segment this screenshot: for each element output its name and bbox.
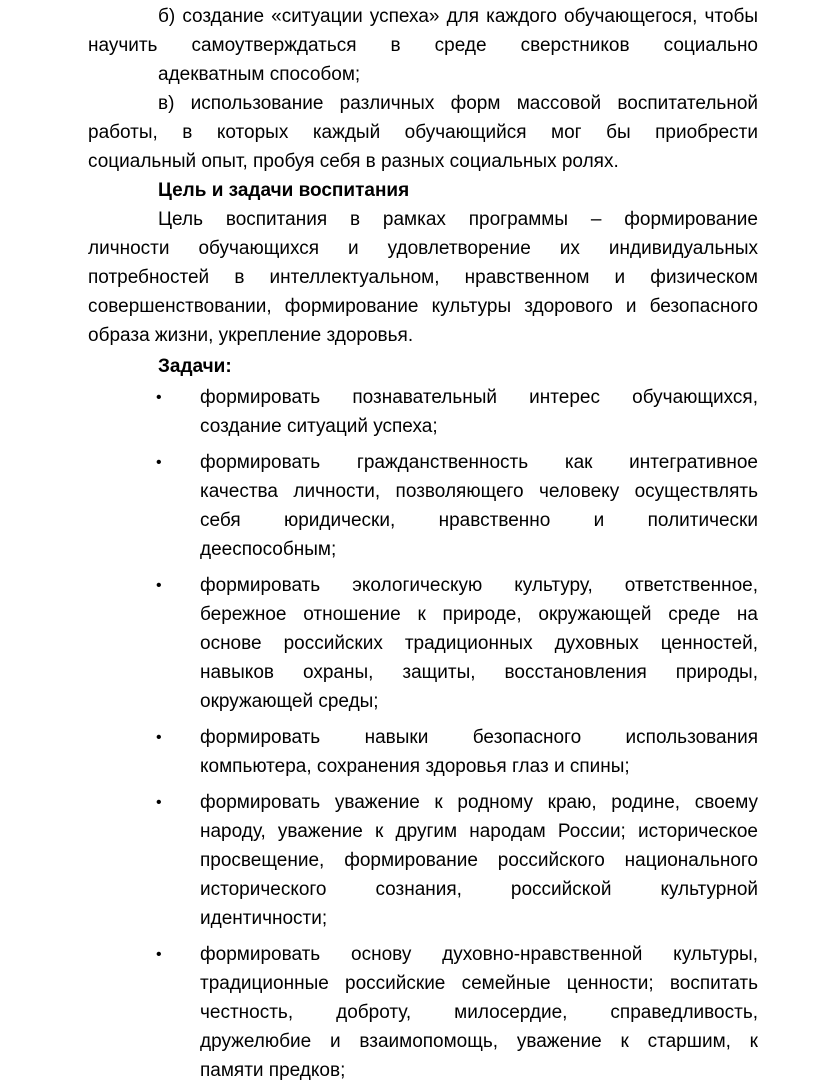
goal-paragraph: [88, 205, 758, 350]
task-3-line-4: навыков охраны, защиты, восстановления природы,: [200, 662, 758, 683]
task-item-4: [88, 723, 758, 781]
task-6-line-1: формировать основу духовно-нравственной культуры,: [200, 944, 758, 965]
goal-line-3: потребностей в интеллектуальном, нравственном и физическом: [88, 267, 758, 288]
goal-line-2: личности обучающихся и удовлетворение их индивидуальных: [88, 238, 758, 259]
task-2-line-4: дееспособным;: [200, 539, 337, 560]
bullet-icon: •: [156, 729, 162, 746]
tasks-list: [88, 383, 758, 1085]
goal-line-4: совершенствовании, формирование культуры здорового и безопасного: [88, 296, 758, 317]
task-5-line-3: просвещение, формирование российского национального: [200, 850, 758, 871]
document-content: [88, 2, 758, 1092]
task-2-line-1: формировать гражданственность как интегративное: [200, 452, 758, 473]
task-3-line-1: формировать экологическую культуру, ответственное,: [200, 575, 758, 596]
goal-line-5: образа жизни, укрепление здоровья.: [88, 325, 414, 346]
intro-item-b-line-1: б) создание «ситуации успеха» для каждого обучающегося, чтобы: [158, 6, 758, 27]
task-6-line-4: дружелюбие и взаимопомощь, уважение к старшим, к: [200, 1031, 758, 1052]
task-6-line-3: честность, доброту, милосердие, справедливость,: [200, 1002, 758, 1023]
bullet-icon: •: [156, 454, 162, 471]
task-item-6: [88, 940, 758, 1085]
task-1-line-1: формировать познавательный интерес обучающихся,: [200, 387, 758, 408]
goal-heading: Цель и задачи воспитания: [158, 180, 410, 201]
tasks-heading: Задачи:: [158, 356, 232, 377]
task-1-line-2: создание ситуаций успеха;: [200, 416, 438, 437]
bullet-icon: •: [156, 946, 162, 963]
intro-item-v-line-3: социальный опыт, пробуя себя в разных социальных ролях.: [88, 151, 619, 172]
task-5-line-5: идентичности;: [200, 908, 328, 929]
intro-item-v-line-1: в) использование различных форм массовой воспитательной: [158, 93, 758, 114]
intro-item-b-line-3: адекватным способом;: [158, 64, 361, 85]
task-4-line-2: компьютера, сохранения здоровья глаз и спины;: [200, 756, 630, 777]
intro-item-v: [88, 89, 758, 176]
task-5-line-1: формировать уважение к родному краю, родине, своему: [200, 792, 758, 813]
task-3-line-5: окружающей среды;: [200, 691, 379, 712]
task-3-line-3: основе российских традиционных духовных ценностей,: [200, 633, 758, 654]
intro-item-b-line-2: научить самоутверждаться в среде сверстников социально: [88, 35, 758, 56]
task-5-line-4: исторического сознания, российской культурной: [200, 879, 758, 900]
task-item-1: [88, 383, 758, 441]
task-3-line-2: бережное отношение к природе, окружающей среде на: [200, 604, 758, 625]
intro-item-v-line-2: работы, в которых каждый обучающийся мог бы приобрести: [88, 122, 758, 143]
task-6-line-5: памяти предков;: [200, 1060, 346, 1081]
task-item-3: [88, 571, 758, 716]
bullet-icon: •: [156, 794, 162, 811]
task-item-2: [88, 448, 758, 564]
intro-item-b: [88, 2, 758, 89]
task-4-line-1: формировать навыки безопасного использования: [200, 727, 758, 748]
task-2-line-2: качества личности, позволяющего человеку осуществлять: [200, 481, 758, 502]
bullet-icon: •: [156, 577, 162, 594]
goal-line-1: Цель воспитания в рамках программы – формирование: [158, 209, 758, 230]
bullet-icon: •: [156, 389, 162, 406]
task-2-line-3: себя юридически, нравственно и политически: [200, 510, 758, 531]
task-6-line-2: традиционные российские семейные ценности; воспитать: [200, 973, 758, 994]
task-item-5: [88, 788, 758, 933]
task-5-line-2: народу, уважение к другим народам России; историческое: [200, 821, 758, 842]
